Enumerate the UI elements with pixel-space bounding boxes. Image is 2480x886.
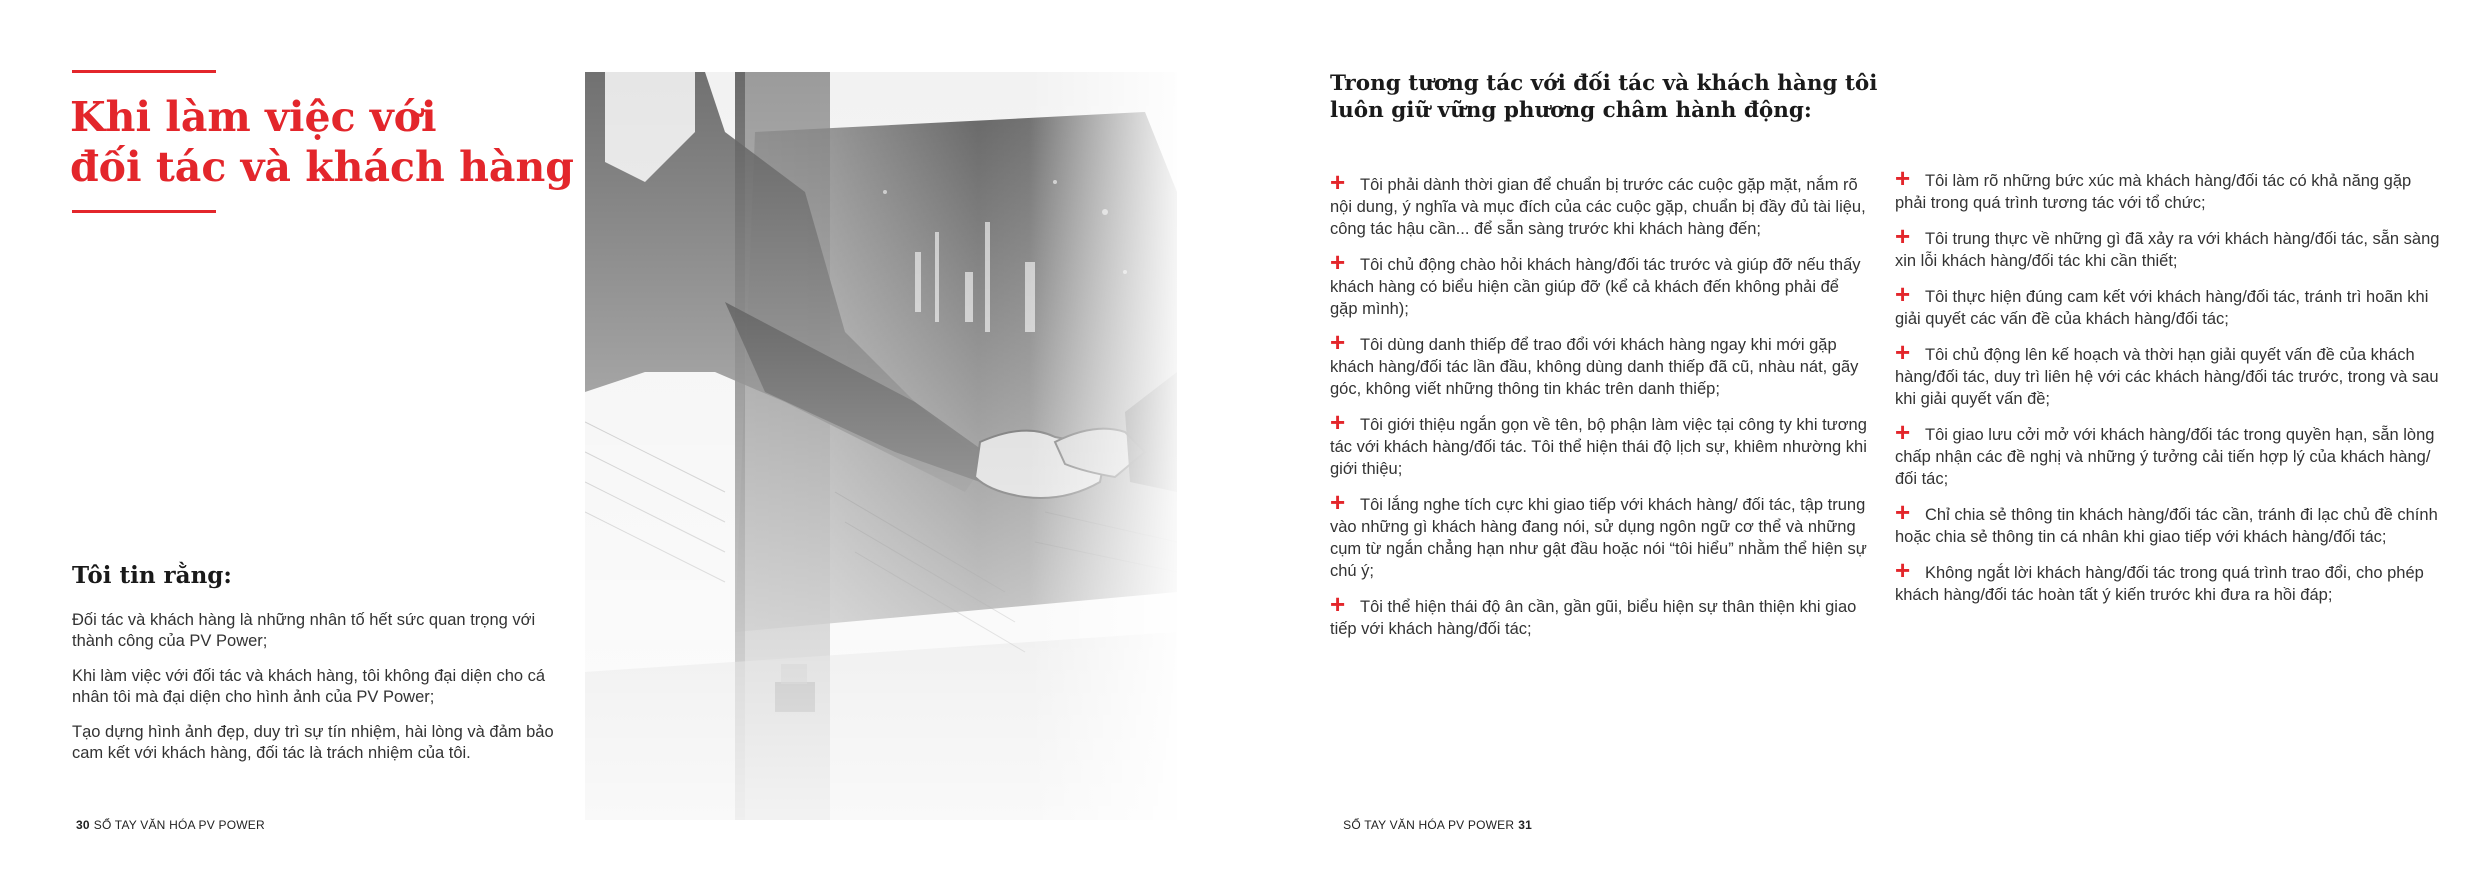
principle-text: Tôi chủ động lên kế hoạch và thời hạn giải quyết vấn đề của khách hàng/đối tác, duy trì liên hệ với các khách hàng/đối tác trước, trong và sau khi giải quyết vấn đề; (1895, 346, 2439, 408)
principle-item (1895, 497, 2440, 548)
principle-text: Tôi phải dành thời gian để chuẩn bị trước các cuộc gặp mặt, nắm rõ nội dung, ý nghĩa và mục đích của các cuộc gặp, chuẩn bị đầy đủ tài liệu, công tác hậu cần... để sẵn sàng trước khi khách hàng đến; (1330, 176, 1866, 238)
plus-icon: + (1895, 555, 1911, 585)
plus-icon: + (1895, 337, 1911, 367)
title-rule-bottom (72, 210, 216, 213)
principle-item (1895, 163, 2440, 214)
belief-item: Khi làm việc với đối tác và khách hàng, tôi không đại diện cho cá nhân tôi mà đại diện cho hình ảnh của PV Power; (72, 667, 546, 706)
handshake-illustration (585, 72, 1177, 820)
principle-item (1330, 589, 1870, 640)
principle-item (1330, 327, 1870, 400)
plus-icon: + (1330, 589, 1346, 619)
plus-icon: + (1895, 279, 1911, 309)
plus-icon: + (1330, 407, 1346, 437)
page-number: 30 (76, 818, 90, 832)
plus-icon: + (1330, 247, 1346, 277)
principle-text: Không ngắt lời khách hàng/đối tác trong quá trình trao đổi, cho phép khách hàng/đối tác hoàn tất ý kiến trước khi đưa ra hồi đáp; (1895, 564, 2424, 604)
belief-list (72, 610, 562, 778)
belief-heading: Tôi tin rằng: (72, 562, 232, 589)
page-title: Khi làm việc với đối tác và khách hàng (70, 93, 574, 191)
principle-text: Tôi giới thiệu ngắn gọn về tên, bộ phận làm việc tại công ty khi tương tác với khách hàng/đối tác. Tôi thể hiện thái độ lịch sự, khiêm nhường khi giới thiệu; (1330, 416, 1867, 478)
principle-item (1330, 247, 1870, 320)
plus-icon: + (1895, 417, 1911, 447)
footer-left (72, 818, 265, 832)
principle-text: Tôi thể hiện thái độ ân cần, gần gũi, biểu hiện sự thân thiện khi giao tiếp với khách hàng/đối tác; (1330, 598, 1857, 638)
book-title: SỔ TAY VĂN HÓA PV POWER (1343, 818, 1515, 832)
principle-item (1895, 337, 2440, 410)
principle-item (1895, 555, 2440, 606)
plus-icon: + (1330, 327, 1346, 357)
principles-column-left (1330, 167, 1870, 654)
belief-item: Đối tác và khách hàng là những nhân tố hết sức quan trọng với thành công của PV Power; (72, 611, 536, 650)
title-rule-top (72, 70, 216, 73)
principle-text: Chỉ chia sẻ thông tin khách hàng/đối tác cần, tránh đi lạc chủ đề chính hoặc chia sẻ thông tin cá nhân khi giao tiếp với khách hàng/đối tác; (1895, 506, 2438, 546)
principle-text: Tôi giao lưu cởi mở với khách hàng/đối tác trong quyền hạn, sẵn lòng chấp nhận các đề nghị và những ý tưởng cải tiến hợp lý của khách hàng/đối tác; (1895, 426, 2435, 488)
principle-item (1895, 417, 2440, 490)
book-title: SỔ TAY VĂN HÓA PV POWER (93, 818, 265, 832)
plus-icon: + (1895, 163, 1911, 193)
principle-item (1330, 167, 1870, 240)
principle-text: Tôi chủ động chào hỏi khách hàng/đối tác trước và giúp đỡ nếu thấy khách hàng có biểu hiện cần giúp đỡ (kể cả khách đến không phải để gặp mình); (1330, 256, 1861, 318)
principle-item (1330, 487, 1870, 582)
plus-icon: + (1895, 221, 1911, 251)
principle-item (1895, 221, 2440, 272)
principles-heading: Trong tương tác với đối tác và khách hàng tôi luôn giữ vững phương châm hành động: (1330, 71, 1878, 123)
principle-text: Tôi làm rõ những bức xúc mà khách hàng/đối tác có khả năng gặp phải trong quá trình tương tác với tổ chức; (1895, 172, 2412, 212)
plus-icon: + (1330, 167, 1346, 197)
footer-right (1343, 818, 1536, 832)
principle-text: Tôi thực hiện đúng cam kết với khách hàng/đối tác, tránh trì hoãn khi giải quyết các vấn đề của khách hàng/đối tác; (1895, 288, 2429, 328)
principle-text: Tôi trung thực về những gì đã xảy ra với khách hàng/đối tác, sẵn sàng xin lỗi khách hàng/đối tác khi cần thiết; (1895, 230, 2440, 270)
plus-icon: + (1895, 497, 1911, 527)
plus-icon: + (1330, 487, 1346, 517)
principles-column-right (1895, 163, 2440, 620)
principle-item (1895, 279, 2440, 330)
principle-text: Tôi dùng danh thiếp để trao đổi với khách hàng ngay khi mới gặp khách hàng/đối tác lần đầu, không dùng danh thiếp đã cũ, nhàu nát, gãy góc, không viết những thông tin khác trên danh thiếp; (1330, 336, 1859, 398)
page-number: 31 (1518, 818, 1532, 832)
principle-item (1330, 407, 1870, 480)
belief-item: Tạo dựng hình ảnh đẹp, duy trì sự tín nhiệm, hài lòng và đảm bảo cam kết với khách hàng, đối tác là trách nhiệm của tôi. (72, 723, 554, 762)
principle-text: Tôi lắng nghe tích cực khi giao tiếp với khách hàng/ đối tác, tập trung vào những gì khách hàng đang nói, sử dụng ngôn ngữ cơ thể và những cụm từ ngắn chẳng hạn như gật đầu hoặc nói “tôi hiểu” nhằm thể hiện sự chú ý; (1330, 496, 1867, 580)
